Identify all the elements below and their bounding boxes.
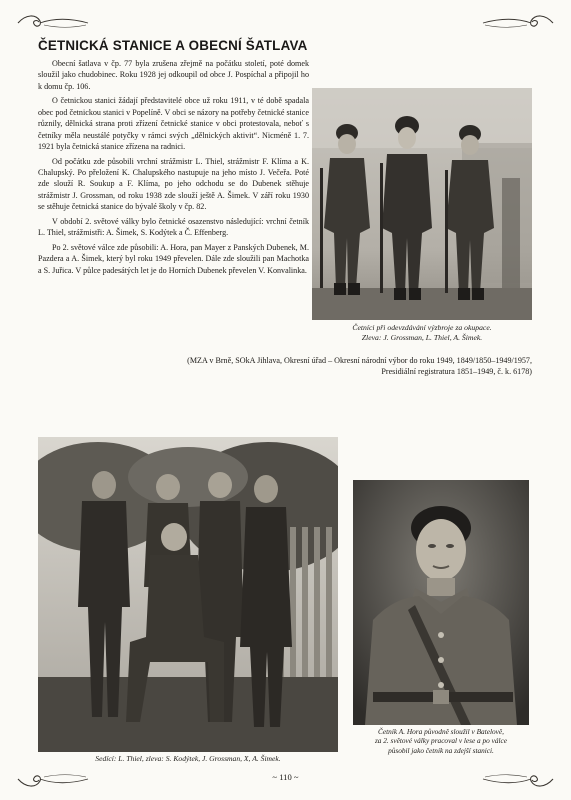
paragraph: Od počátku zde působili vrchní strážmistr L. Thiel, strážmistr F. Klíma a K. Chalupský. Po přeložení K. Chalupského nastupuje na jeho místo J. Večeřa. Poté zde slouží R. Soukup a F. Klíma, po jeho odchodu se do Dubenek stěhuje strážmistr J. Grossman, od roku 1938 zde slouží ještě A. Šimek. V září roku 1930 se stěhuje četnická stanice do bývalé školy v čp. 82. <box>38 156 309 212</box>
photo-caption: Sedící: L. Thiel, zleva: S. Kodýtek, J. Grossman, X, A. Šimek. <box>95 754 281 763</box>
article-text <box>38 58 309 279</box>
page-number: ~ 110 ~ <box>272 772 299 782</box>
paragraph: Po 2. světové válce zde působili: A. Hora, pan Mayer z Panských Dubenek, M. Pazdera a A. Šimek, který byl roku 1949 převelen. Dále zde sloužili pan Machotka a S. Juřica. V půlce padesátých let je do Horních Dubenek převelen V. Konvalinka. <box>38 242 309 275</box>
corner-ornament-icon <box>479 12 557 34</box>
section-heading: ČETNICKÁ STANICE A OBECNÍ ŠATLAVA <box>38 38 308 53</box>
source-citation: (MZA v Brně, SOkA Jihlava, Okresní úřad – Okresní národní výbor do roku 1949, 1849/1850–1949/1957, Presidiální registratura 1851–1949, č. k. 6178) <box>187 356 532 377</box>
portrait-photo <box>353 480 529 725</box>
gendarmes-photo <box>312 88 532 320</box>
corner-ornament-icon <box>14 12 92 34</box>
photo-caption: Četník A. Hora původně sloužil v Batelově, za 2. světové války pracoval v lese a po válce působil jako četník na zdejší stanici. <box>374 727 508 755</box>
photo-caption: Četníci při odevzdávání výzbroje za okupace. Zleva: J. Grossman, L. Thiel, A. Šimek. <box>352 323 492 342</box>
group-photo <box>38 437 338 752</box>
paragraph: Obecní šatlava v čp. 77 byla zrušena zřejmě na počátku století, poté domek sloužil jako chudobinec. Roku 1928 jej odkoupil od obce J. Pospíchal a připojil ho k domu čp. 106. <box>38 59 309 91</box>
paragraph: O četnickou stanici žádají představitelé obce už roku 1911, v té době spadala obec pod četnickou stanici v Popelíně. V obci se názory na potřeby četnické stanice různily, dělnická strana proti zřízení četnické stanice v obci protestovala, neboť s četníky měla neustálé potyčky v rámci svých „dělnických aktivit“. Nicméně 1. 7. 1921 byla četnická stanice zřízena na radnici. <box>38 96 309 152</box>
paragraph: V období 2. světové války bylo četnické osazenstvo následující: vrchní četník L. Thiel, strážmistři: A. Šimek, S. Kodýtek a Č. Effenberg. <box>38 216 309 238</box>
